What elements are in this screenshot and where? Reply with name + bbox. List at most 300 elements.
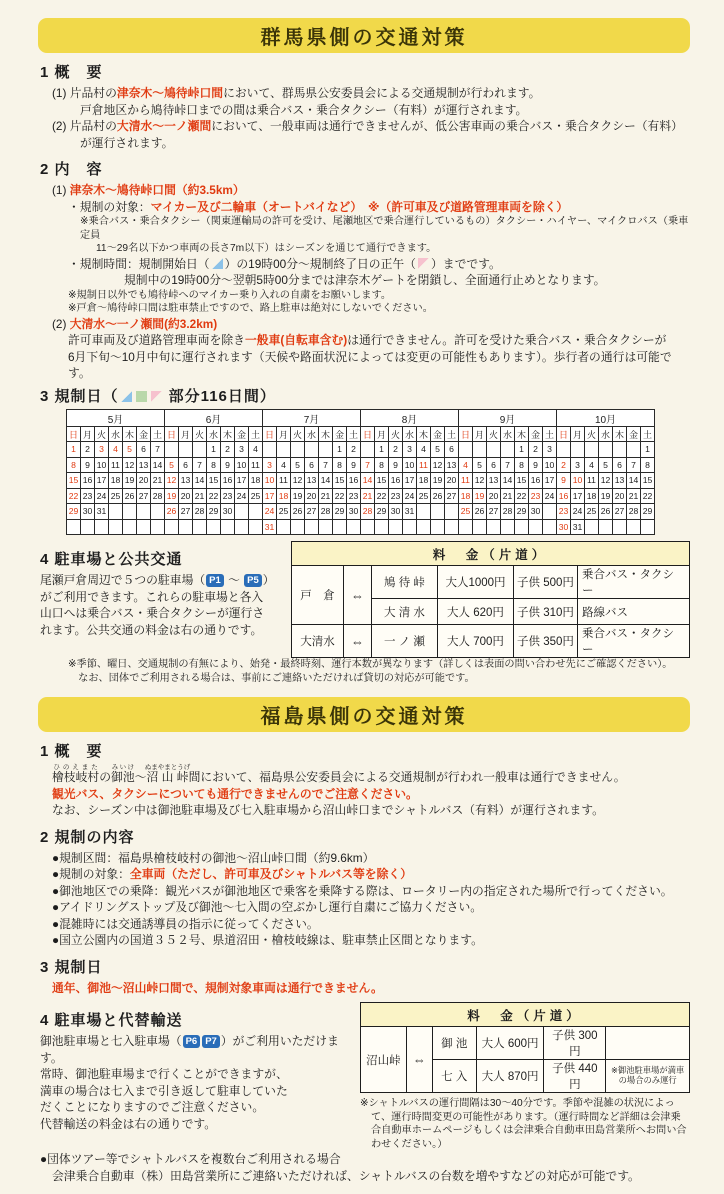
fare-table-header: 料 金（片道） <box>361 1003 690 1027</box>
calendar-day-cell: 30 <box>221 504 235 520</box>
fukushima-details-text <box>40 850 690 949</box>
calendar-day-cell <box>137 519 151 535</box>
calendar-day-cell <box>543 519 557 535</box>
day-of-week-label: 土 <box>445 427 459 442</box>
day-of-week-label: 金 <box>235 427 249 442</box>
calendar-day-cell: 28 <box>319 504 333 520</box>
calendar-day-cell: 12 <box>291 473 305 489</box>
calendar-day-cell <box>165 519 179 535</box>
fukushima-parking-heading: 4 駐車場と代替輸送 <box>40 1012 183 1029</box>
fukushima-overview-text <box>40 764 690 819</box>
fare-cell: 大人 870円 <box>476 1060 544 1093</box>
calendar-day-cell: 28 <box>627 504 641 520</box>
fare-cell: 鳩 待 峠 <box>372 566 438 599</box>
calendar-day-cell: 25 <box>109 488 123 504</box>
calendar-day-cell: 21 <box>361 488 375 504</box>
calendar-day-cell: 19 <box>473 488 487 504</box>
calendar-day-cell <box>249 504 263 520</box>
calendar-day-cell: 26 <box>431 488 445 504</box>
calendar-day-cell: 19 <box>165 488 179 504</box>
day-of-week-label: 木 <box>123 427 137 442</box>
calendar-day-cell: 27 <box>179 504 193 520</box>
calendar-day-cell: 10 <box>235 457 249 473</box>
calendar-day-cell: 30 <box>389 504 403 520</box>
fare-cell: ⇔ <box>344 566 372 625</box>
day-of-week-label: 月 <box>571 427 585 442</box>
calendar-day-cell <box>529 519 543 535</box>
month-name: 8月 <box>361 410 459 427</box>
calendar-day-cell <box>291 519 305 535</box>
calendar-day-cell: 28 <box>501 504 515 520</box>
gunma-fare-notes <box>40 658 690 685</box>
calendar-day-cell: 8 <box>207 457 221 473</box>
calendar-day-cell <box>319 519 333 535</box>
text-line: ●御池地区での乗降：観光バスが御池地区で乗客を乗降する際は、ロータリー内の指定された場所で行ってください。 <box>52 883 673 898</box>
day-of-week-label: 火 <box>95 427 109 442</box>
parking-badge: P1 <box>206 574 224 587</box>
calendar-day-cell: 9 <box>221 457 235 473</box>
calendar-day-cell: 7 <box>319 457 333 473</box>
calendar-day-cell: 12 <box>123 457 137 473</box>
calendar-day-cell: 8 <box>515 457 529 473</box>
day-of-week-label: 木 <box>221 427 235 442</box>
text-line: れます。公共交通の料金は右の通りです。 <box>40 622 263 637</box>
fare-table-header: 料 金（片道） <box>292 542 690 566</box>
calendar-day-cell: 16 <box>529 473 543 489</box>
day-of-week-label: 月 <box>179 427 193 442</box>
calendar-day-cell <box>95 519 109 535</box>
calendar-day-cell: 29 <box>641 504 655 520</box>
calendar-day-cell: 18 <box>417 473 431 489</box>
fare-cell: 大清水 <box>292 625 344 658</box>
fare-cell: 大人 620円 <box>438 599 514 625</box>
calendar-day-cell: 6 <box>137 442 151 458</box>
calendar-day-cell: 22 <box>641 488 655 504</box>
calendar-day-cell <box>403 519 417 535</box>
fukushima-group-notes <box>40 1151 690 1184</box>
calendar-month <box>164 409 263 535</box>
day-of-week-label: 火 <box>291 427 305 442</box>
calendar-day-cell: 14 <box>319 473 333 489</box>
calendar-day-cell <box>193 519 207 535</box>
day-of-week-label: 金 <box>333 427 347 442</box>
calendar-day-cell <box>207 519 221 535</box>
fare-cell: 大人 600円 <box>476 1027 544 1060</box>
fare-cell: 沼山峠 <box>361 1027 407 1093</box>
fare-cell: 子供 300円 <box>544 1027 606 1060</box>
calendar-day-cell: 7 <box>151 442 165 458</box>
text-line: 3 規制日（ 部分116日間） <box>40 387 276 405</box>
fukushima-banner: 福島県側の交通対策 <box>38 697 690 732</box>
calendar-day-cell: 17 <box>403 473 417 489</box>
calendar-day-cell: 26 <box>473 504 487 520</box>
calendar-month <box>360 409 459 535</box>
calendar-day-cell: 28 <box>361 504 375 520</box>
calendar-day-cell <box>487 442 501 458</box>
calendar-day-cell: 27 <box>613 504 627 520</box>
calendar-day-cell: 25 <box>277 504 291 520</box>
calendar-day-cell: 6 <box>487 457 501 473</box>
calendar-day-cell: 11 <box>417 457 431 473</box>
calendar-day-cell: 26 <box>599 504 613 520</box>
calendar-day-cell: 8 <box>333 457 347 473</box>
calendar-day-cell <box>585 519 599 535</box>
calendar-day-cell: 15 <box>207 473 221 489</box>
calendar-day-cell: 1 <box>67 442 81 458</box>
calendar-day-cell: 13 <box>613 473 627 489</box>
calendar-day-cell: 5 <box>165 457 179 473</box>
calendar-day-cell: 6 <box>613 457 627 473</box>
calendar-day-cell <box>109 519 123 535</box>
calendar-day-cell: 3 <box>543 442 557 458</box>
calendar-day-cell <box>599 519 613 535</box>
calendar-day-cell: 25 <box>585 504 599 520</box>
calendar-day-cell: 5 <box>473 457 487 473</box>
text-line: ●規制の対象：全車両（ただし、許可車及びシャトルバス等を除く） <box>52 867 412 881</box>
day-of-week-label: 木 <box>319 427 333 442</box>
calendar-day-cell <box>123 519 137 535</box>
calendar-day-cell <box>389 519 403 535</box>
calendar-day-cell: 15 <box>515 473 529 489</box>
day-of-week-label: 木 <box>613 427 627 442</box>
fare-cell: 一 ノ 瀬 <box>372 625 438 658</box>
calendar-day-cell <box>613 519 627 535</box>
calendar-day-cell: 17 <box>571 488 585 504</box>
fukushima-regdays-text <box>40 980 690 997</box>
calendar-day-cell: 18 <box>277 488 291 504</box>
calendar-day-cell: 10 <box>263 473 277 489</box>
calendar-day-cell: 5 <box>291 457 305 473</box>
text-line: 山口へは乗合バス・乗合タクシーが運行さ <box>40 606 265 620</box>
day-of-week-label: 水 <box>305 427 319 442</box>
fare-cell: 路線バス <box>578 599 690 625</box>
day-of-week-label: 水 <box>599 427 613 442</box>
calendar-day-cell <box>613 442 627 458</box>
calendar-day-cell: 15 <box>375 473 389 489</box>
calendar-day-cell: 16 <box>389 473 403 489</box>
start-marker-icon <box>212 258 223 269</box>
calendar-day-cell: 7 <box>193 457 207 473</box>
day-of-week-label: 土 <box>347 427 361 442</box>
end-marker-icon <box>151 391 162 402</box>
text-line: 戸倉地区から鳩待峠口までの間は乗合バス・乗合タクシー（有料）が運行されます。 <box>80 102 528 117</box>
day-of-week-label: 土 <box>249 427 263 442</box>
fukushima-overview-heading: 1 概 要 <box>40 743 103 760</box>
calendar-day-cell: 6 <box>305 457 319 473</box>
calendar-day-cell: 27 <box>487 504 501 520</box>
gunma-parking-text <box>40 572 283 638</box>
parking-badge: P5 <box>244 574 262 587</box>
calendar-day-cell <box>67 519 81 535</box>
day-of-week-label: 金 <box>627 427 641 442</box>
calendar-day-cell: 13 <box>445 457 459 473</box>
calendar-day-cell: 5 <box>599 457 613 473</box>
text-line: 代替輸送の料金は右の通りです。 <box>40 1116 217 1131</box>
calendar-day-cell <box>501 519 515 535</box>
calendar-day-cell: 22 <box>375 488 389 504</box>
calendar-day-cell: 4 <box>277 457 291 473</box>
fare-row <box>361 1027 690 1060</box>
calendar-day-cell: 18 <box>109 473 123 489</box>
calendar-day-cell: 22 <box>207 488 221 504</box>
calendar-day-cell: 2 <box>347 442 361 458</box>
calendar-day-cell <box>179 442 193 458</box>
calendar-day-cell <box>487 519 501 535</box>
calendar-month <box>66 409 165 535</box>
calendar-day-cell <box>501 442 515 458</box>
calendar-day-cell: 22 <box>67 488 81 504</box>
calendar-day-cell: 20 <box>613 488 627 504</box>
fukushima-regdays-heading: 3 規制日 <box>40 958 103 976</box>
calendar-day-cell <box>585 442 599 458</box>
calendar-day-cell: 30 <box>347 504 361 520</box>
calendar-day-cell: 10 <box>571 473 585 489</box>
text-line: ※季節、曜日、交通規制の有無により、始発・最終時刻、運行本数が異なります（詳しくは表面の問い合わせ先にご確認ください）。 <box>68 659 673 670</box>
calendar-day-cell: 23 <box>557 504 571 520</box>
calendar-day-cell: 31 <box>403 504 417 520</box>
calendar-day-cell: 1 <box>515 442 529 458</box>
day-of-week-label: 土 <box>543 427 557 442</box>
calendar-day-cell: 10 <box>95 457 109 473</box>
calendar-day-cell: 11 <box>109 457 123 473</box>
text-line: ※戸倉～鳩待峠口間は駐車禁止ですので、路上駐車は絶対にしないでください。 <box>68 303 433 314</box>
fukushima-parking-left <box>40 1002 360 1132</box>
fare-cell: 大 清 水 <box>372 599 438 625</box>
calendar-day-cell: 18 <box>249 473 263 489</box>
calendar-day-cell: 30 <box>529 504 543 520</box>
calendar-day-cell <box>249 519 263 535</box>
calendar-day-cell: 18 <box>585 488 599 504</box>
text-line: ・規制時間：規制開始日（ ）の19時00分～規制終了日の正午（ ）までです。 <box>68 256 501 271</box>
day-of-week-label: 日 <box>361 427 375 442</box>
text-line: 常時、御池駐車場まで行くことができますが、 <box>40 1067 288 1081</box>
calendar-day-cell: 7 <box>627 457 641 473</box>
calendar-day-cell: 12 <box>165 473 179 489</box>
text-line: (1) 津奈木～鳩待峠口間（約3.5km） <box>52 183 245 197</box>
calendar-day-cell: 12 <box>599 473 613 489</box>
calendar-day-cell: 29 <box>333 504 347 520</box>
day-of-week-label: 水 <box>403 427 417 442</box>
calendar-day-cell: 15 <box>641 473 655 489</box>
calendar-day-cell <box>347 519 361 535</box>
gunma-parking-left <box>40 541 291 638</box>
fare-cell <box>606 1027 690 1060</box>
calendar-day-cell: 15 <box>333 473 347 489</box>
fare-cell: ※御池駐車場が満車の場合のみ運行 <box>606 1060 690 1093</box>
calendar-day-cell: 4 <box>109 442 123 458</box>
calendar-day-cell: 31 <box>263 519 277 535</box>
text-line: 通年、御池～沼山峠口間で、規制対象車両は通行できません。 <box>52 980 383 995</box>
month-name: 6月 <box>165 410 263 427</box>
calendar-day-cell: 17 <box>543 473 557 489</box>
text-line: ※規制日以外でも鳩待峠へのマイカー乗り入れの自粛をお願いします。 <box>68 289 392 301</box>
calendar-day-cell: 15 <box>67 473 81 489</box>
calendar-day-cell: 8 <box>641 457 655 473</box>
calendar-day-cell <box>165 442 179 458</box>
day-of-week-label: 木 <box>417 427 431 442</box>
calendar-day-cell: 28 <box>151 488 165 504</box>
calendar-day-cell: 4 <box>249 442 263 458</box>
month-name: 5月 <box>67 410 165 427</box>
calendar-day-cell: 10 <box>543 457 557 473</box>
day-of-week-label: 金 <box>529 427 543 442</box>
fare-cell: 子供 350円 <box>514 625 578 658</box>
calendar-day-cell: 18 <box>459 488 473 504</box>
calendar-day-cell: 14 <box>361 473 375 489</box>
calendar-day-cell <box>305 442 319 458</box>
fare-cell: ⇔ <box>406 1027 432 1093</box>
end-marker-icon <box>418 258 429 269</box>
text-line: が運行されます。 <box>80 135 174 150</box>
calendar-day-cell <box>417 504 431 520</box>
calendar-day-cell: 14 <box>501 473 515 489</box>
calendar-day-cell: 9 <box>557 473 571 489</box>
calendar-day-cell <box>473 519 487 535</box>
calendar-day-cell: 21 <box>501 488 515 504</box>
text-line: 観光バス、タクシーについても通行できませんのでご注意ください。 <box>52 786 418 801</box>
text-line: なお、団体でご利用される場合は、事前にご連絡いただければ貸切の対応が可能です。 <box>68 672 475 684</box>
calendar-day-cell: 27 <box>445 488 459 504</box>
calendar-day-cell: 28 <box>193 504 207 520</box>
gunma-overview-heading: 1 概 要 <box>40 64 103 81</box>
calendar-day-cell: 23 <box>347 488 361 504</box>
text-line: 檜枝岐村ひのえまたの御池みいけ～沼山峠ぬまやまとうげ間において、福島県公安委員会による交通規制が行われ一般車は通行できません。 <box>52 764 626 784</box>
calendar-day-cell: 14 <box>627 473 641 489</box>
calendar-day-cell: 24 <box>263 504 277 520</box>
day-of-week-label: 火 <box>389 427 403 442</box>
calendar-day-cell: 3 <box>263 457 277 473</box>
calendar-day-cell: 31 <box>95 504 109 520</box>
calendar-day-cell: 22 <box>333 488 347 504</box>
calendar-day-cell <box>81 519 95 535</box>
calendar-day-cell: 17 <box>235 473 249 489</box>
gunma-fare-table <box>291 541 690 658</box>
calendar-day-cell: 1 <box>375 442 389 458</box>
shuttle-note: ※シャトルバスの運行間隔は30～40分です。季節や混雑の状況によって、運行時間変更の可能性があります。（運行時間など詳細は会津乗合自動車ホームページもしくは会津乗合自動車田島営業所へお問い合わせください。） <box>360 1098 687 1150</box>
day-of-week-label: 月 <box>277 427 291 442</box>
calendar-day-cell: 27 <box>137 488 151 504</box>
fukushima-fare-table <box>360 1002 690 1093</box>
calendar-day-cell: 30 <box>81 504 95 520</box>
square-marker-icon <box>136 391 147 402</box>
calendar-day-cell <box>431 504 445 520</box>
calendar-day-cell: 13 <box>305 473 319 489</box>
calendar-day-cell <box>627 442 641 458</box>
calendar-day-cell <box>417 519 431 535</box>
calendar-day-cell: 2 <box>529 442 543 458</box>
calendar-day-cell: 29 <box>515 504 529 520</box>
calendar-day-cell <box>291 442 305 458</box>
calendar-day-cell: 21 <box>319 488 333 504</box>
calendar-day-cell <box>319 442 333 458</box>
fare-cell: 乗合バス・タクシー <box>578 625 690 658</box>
calendar-day-cell: 23 <box>81 488 95 504</box>
calendar-day-cell <box>179 519 193 535</box>
gunma-parking-heading: 4 駐車場と公共交通 <box>40 551 183 568</box>
calendar-day-cell <box>431 519 445 535</box>
fukushima-details-heading: 2 規制の内容 <box>40 828 135 846</box>
text-line: ●混雑時には交通誘導員の指示に従ってください。 <box>52 916 319 931</box>
calendar-day-cell: 2 <box>81 442 95 458</box>
text-line: ●規制区間：福島県檜枝岐村の御池～沼山峠口間（約9.6km） <box>52 850 375 865</box>
calendar-day-cell: 23 <box>221 488 235 504</box>
text-line: (2) 大清水～一ノ瀬間(約3.2km) <box>52 316 218 331</box>
fare-row <box>292 625 690 658</box>
gunma-fare-wrap <box>291 541 690 658</box>
calendar-day-cell: 24 <box>543 488 557 504</box>
fare-cell: 御 池 <box>432 1027 476 1060</box>
month-name: 10月 <box>557 410 655 427</box>
day-of-week-label: 木 <box>515 427 529 442</box>
calendar-day-cell: 4 <box>459 457 473 473</box>
day-of-week-label: 金 <box>137 427 151 442</box>
text-line: 尾瀬戸倉周辺で５つの駐車場（ P1 ～ P5 ） <box>40 573 275 587</box>
day-of-week-label: 日 <box>165 427 179 442</box>
fare-cell: 子供 500円 <box>514 566 578 599</box>
calendar-day-cell: 13 <box>179 473 193 489</box>
day-of-week-label: 火 <box>585 427 599 442</box>
calendar-day-cell: 13 <box>137 457 151 473</box>
calendar-day-cell: 9 <box>389 457 403 473</box>
day-of-week-label: 金 <box>431 427 445 442</box>
calendar-day-cell <box>123 504 137 520</box>
calendar-day-cell: 14 <box>151 457 165 473</box>
calendar-day-cell: 21 <box>627 488 641 504</box>
calendar-day-cell: 31 <box>571 519 585 535</box>
calendar-day-cell: 3 <box>95 442 109 458</box>
calendar-day-cell: 26 <box>291 504 305 520</box>
calendar-day-cell: 17 <box>263 488 277 504</box>
calendar-day-cell: 25 <box>417 488 431 504</box>
calendar-day-cell: 22 <box>515 488 529 504</box>
calendar-day-cell <box>515 519 529 535</box>
calendar-day-cell: 11 <box>277 473 291 489</box>
parking-badge: P7 <box>202 1035 220 1048</box>
text-line: 許可車両及び道路管理車両を除き一般車(自転車含む)は通行できません。許可を受けた乗合バス・乗合タクシーが <box>68 333 667 347</box>
calendar-day-cell: 20 <box>487 488 501 504</box>
calendar-day-cell <box>235 504 249 520</box>
calendar-day-cell <box>263 442 277 458</box>
calendar-day-cell: 4 <box>417 442 431 458</box>
calendar-day-cell: 23 <box>389 488 403 504</box>
calendar-day-cell: 16 <box>81 473 95 489</box>
calendar-day-cell <box>193 442 207 458</box>
fukushima-parking-section <box>40 1002 690 1151</box>
fare-cell: 戸 倉 <box>292 566 344 625</box>
calendar-day-cell: 12 <box>431 457 445 473</box>
fukushima-parking-text <box>40 1033 352 1132</box>
calendar-day-cell: 2 <box>389 442 403 458</box>
parking-badge: P6 <box>183 1035 201 1048</box>
fare-cell: 大人1000円 <box>438 566 514 599</box>
calendar-day-cell <box>151 504 165 520</box>
text-line: ●国立公園内の国道３５２号、県道沼田・檜枝岐線は、駐車禁止区間となります。 <box>52 933 483 947</box>
calendar-day-cell: 24 <box>95 488 109 504</box>
calendar-day-cell: 25 <box>249 488 263 504</box>
text-line: がご利用できます。これらの駐車場と各入 <box>40 589 264 604</box>
calendar-day-cell: 16 <box>221 473 235 489</box>
calendar-day-cell: 9 <box>529 457 543 473</box>
start-marker-icon <box>121 391 132 402</box>
calendar-day-cell: 27 <box>305 504 319 520</box>
day-of-week-label: 土 <box>151 427 165 442</box>
calendar-day-cell: 7 <box>361 457 375 473</box>
calendar-day-cell <box>459 519 473 535</box>
day-of-week-label: 土 <box>641 427 655 442</box>
calendar-day-cell: 21 <box>151 473 165 489</box>
calendar-day-cell <box>221 519 235 535</box>
day-of-week-label: 火 <box>193 427 207 442</box>
